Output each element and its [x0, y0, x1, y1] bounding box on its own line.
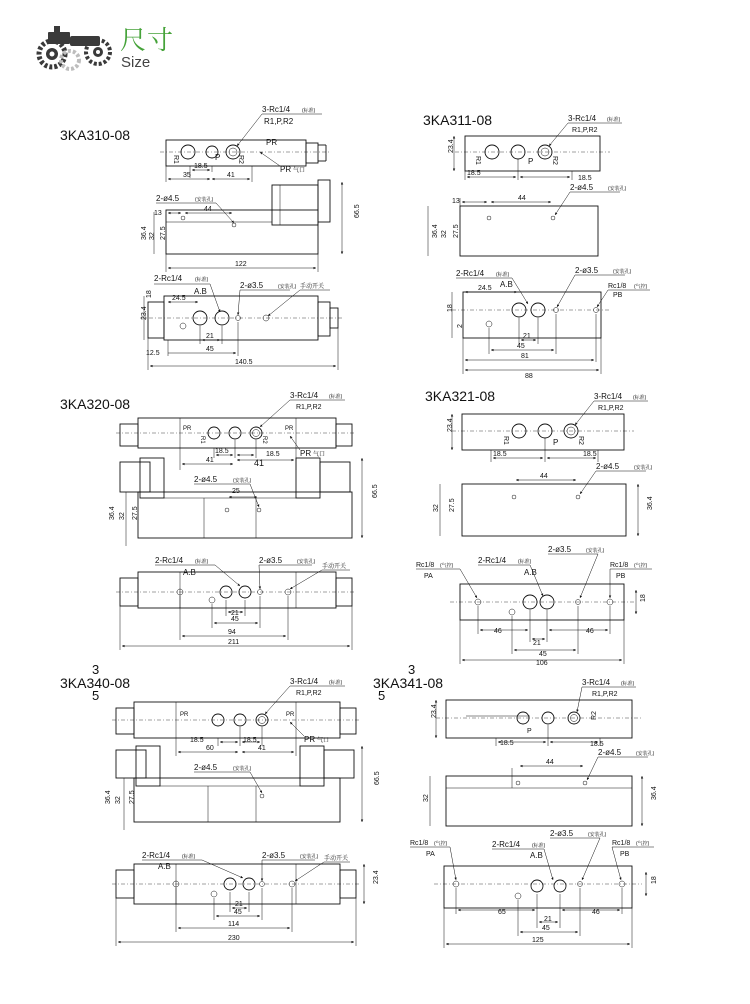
- callout-text: 3-Rc1/4: [262, 105, 291, 114]
- dim-text: 32: [119, 512, 126, 520]
- dim-text: 23.4: [141, 306, 148, 320]
- dim-text: 114: [228, 921, 240, 928]
- section-title: 尺寸: [120, 26, 175, 56]
- callout-note: (标准): [195, 277, 209, 283]
- dim-text: 27.5: [449, 498, 456, 512]
- callout-text: 2-ø4.5: [570, 183, 594, 192]
- dim-text: 12.5: [146, 350, 160, 357]
- dim-text: 211: [228, 639, 240, 646]
- dim-text: 65: [498, 909, 506, 916]
- dim-text: 32: [149, 232, 156, 240]
- dim-text: 13: [154, 210, 162, 217]
- port-label: R1: [502, 436, 509, 445]
- bottom-view-320: [116, 556, 356, 650]
- port-label: A.B: [158, 862, 171, 871]
- callout-text: 2-ø3.5: [548, 545, 572, 554]
- callout-note: (标准): [607, 117, 621, 123]
- dim-text: 66.5: [372, 484, 379, 498]
- callout-note: (安装孔): [586, 548, 605, 554]
- dim-text: 27.5: [453, 224, 460, 238]
- port-label: R1: [172, 155, 179, 164]
- dim-text: 27.5: [129, 790, 136, 804]
- dim-text: 21: [523, 333, 531, 340]
- dim-text: 140.5: [235, 359, 253, 366]
- pr-label: PR: [285, 426, 294, 432]
- dim-text: 45: [517, 343, 525, 350]
- front-view-340: [105, 746, 381, 830]
- top-view-310: [160, 105, 330, 182]
- pilot-label: Rc1/8: [416, 562, 435, 569]
- callout-text: 2-Rc1/4: [492, 840, 521, 849]
- callout-note: (标准): [329, 680, 343, 686]
- dim-text: 18.5: [194, 163, 208, 170]
- callout-text: 2-Rc1/4: [142, 851, 171, 860]
- callout-text: R1,P,R2: [592, 691, 618, 698]
- dim-text: 18.5: [500, 740, 514, 747]
- callout-text: 2-Rc1/4: [478, 556, 507, 565]
- callout-note: (标准): [633, 395, 647, 401]
- dim-text: 32: [115, 796, 122, 804]
- pr-label: PR: [286, 712, 295, 718]
- dim-text: 36.4: [109, 506, 116, 520]
- dim-text: 18.5: [243, 737, 257, 744]
- pilot-label: Rc1/8: [612, 840, 631, 847]
- model-label-311: 3KA311-08: [423, 112, 493, 128]
- model-variant-bottom-341: 5: [378, 688, 386, 703]
- dim-text: 41: [254, 458, 265, 468]
- dim-text: 122: [235, 261, 247, 268]
- dim-text: 44: [540, 473, 548, 480]
- model-variant-top-341: 3: [408, 662, 416, 677]
- callout-text: R1,P,R2: [296, 690, 322, 697]
- model-label-310: 3KA310-08: [60, 127, 131, 143]
- callout-text: 3-Rc1/4: [290, 391, 319, 400]
- callout-note: (安装孔): [636, 751, 655, 757]
- port-label: P: [553, 438, 559, 447]
- dim-text: 18.5: [583, 451, 597, 458]
- port-label: P: [215, 153, 221, 162]
- dim-text: 45: [231, 616, 239, 623]
- dim-text: 32: [433, 504, 440, 512]
- callout-note: (安装孔): [233, 766, 252, 772]
- dim-text: 18.5: [190, 737, 204, 744]
- pilot-port-label: PB: [613, 292, 623, 299]
- front-view-341: [423, 748, 658, 826]
- dim-text: 36.4: [651, 786, 658, 800]
- callout-text: 2-ø3.5: [575, 266, 599, 275]
- pr-label: PR: [280, 165, 292, 174]
- dim-text: 44: [546, 759, 554, 766]
- dim-text: 46: [592, 909, 600, 916]
- dim-text: 45: [206, 346, 214, 353]
- bottom-view-341: [410, 829, 658, 948]
- dim-text: 32: [423, 794, 430, 802]
- dim-text: 2: [457, 324, 464, 328]
- callout-text: 2-Rc1/4: [154, 274, 183, 283]
- pr-label: PR: [266, 138, 278, 147]
- dim-text: 18: [651, 876, 658, 884]
- callout-text: 2-ø4.5: [194, 475, 218, 484]
- dim-text: 88: [525, 373, 533, 380]
- dim-text: 25: [232, 488, 240, 495]
- top-view-341: [431, 678, 642, 748]
- drawing-3ka310: [140, 105, 361, 370]
- pr-note: 气口: [317, 738, 330, 744]
- callout-note: (安装孔): [297, 559, 316, 565]
- callout-note: (标准): [182, 854, 196, 860]
- dim-text: 46: [494, 628, 502, 635]
- dim-text: 41: [258, 745, 266, 752]
- drawing-3ka321: [416, 392, 654, 667]
- callout-text: 2-ø3.5: [262, 851, 286, 860]
- section-subtitle: Size: [121, 54, 151, 71]
- dim-text: 36.4: [141, 226, 148, 240]
- callout-note: (标准): [532, 843, 546, 849]
- model-label-321: 3KA321-08: [425, 388, 496, 404]
- dim-text: 44: [204, 206, 212, 213]
- callout-note: (安装孔): [233, 478, 252, 484]
- port-label: R2: [237, 155, 244, 164]
- callout-note: (标准): [496, 272, 510, 278]
- front-view-310: [141, 180, 361, 272]
- drawing-3ka320: [109, 391, 379, 650]
- dim-text: 125: [532, 937, 544, 944]
- dim-text: 36.4: [105, 790, 112, 804]
- pilot-port-label: PA: [424, 573, 433, 580]
- callout-note: (安装孔): [300, 854, 319, 860]
- port-label: P: [527, 728, 532, 735]
- port-label: A.B: [183, 568, 196, 577]
- callout-text: 2-ø4.5: [598, 748, 622, 757]
- dim-text: 94: [228, 629, 236, 636]
- callout-text: R1,P,R2: [598, 405, 624, 412]
- manual-label: 手动开关: [324, 856, 349, 862]
- pilot-note: (气控): [434, 841, 448, 847]
- port-label: R2: [591, 711, 598, 720]
- pilot-label: Rc1/8: [608, 283, 627, 290]
- dim-text: 18.5: [266, 451, 280, 458]
- callout-note: (安装孔): [195, 197, 214, 203]
- dim-text: 18.5: [578, 175, 592, 182]
- dim-text: 23.4: [373, 870, 380, 884]
- callout-text: 2-ø3.5: [240, 281, 264, 290]
- dim-text: 27.5: [132, 506, 139, 520]
- manual-label: 手动开关: [300, 284, 325, 290]
- pr-note: 气口: [293, 168, 306, 174]
- dim-text: 60: [206, 745, 214, 752]
- pilot-note: (气控): [634, 563, 648, 569]
- pilot-note: (气控): [636, 841, 650, 847]
- callout-text: 3-Rc1/4: [290, 677, 319, 686]
- dim-text: 18.5: [467, 170, 481, 177]
- pr-label: PR: [300, 449, 312, 458]
- callout-text: 3-Rc1/4: [582, 678, 611, 687]
- front-view-320: [109, 458, 379, 546]
- dim-text: 13: [452, 198, 460, 205]
- model-label-340: 3KA340-08: [60, 675, 131, 691]
- dim-text: 36.4: [432, 224, 439, 238]
- port-label: R1: [199, 436, 205, 444]
- front-view-311: [428, 183, 627, 256]
- dim-text: 41: [206, 457, 214, 464]
- dim-text: 18: [640, 594, 647, 602]
- callout-text: 2-ø4.5: [156, 194, 180, 203]
- callout-note: (标准): [195, 559, 209, 565]
- dim-text: 45: [539, 651, 547, 658]
- dim-text: 24.5: [478, 285, 492, 292]
- pilot-note: (气控): [634, 284, 648, 290]
- callout-text: 2-ø3.5: [259, 556, 283, 565]
- dim-text: 21: [235, 901, 243, 908]
- callout-text: 2-Rc1/4: [456, 269, 485, 278]
- callout-text: 3-Rc1/4: [568, 114, 597, 123]
- dim-text: 35: [183, 172, 191, 179]
- manual-label: 手动开关: [322, 564, 347, 570]
- pilot-port-label: PB: [616, 573, 626, 580]
- dim-text: 18: [146, 290, 153, 298]
- dim-text: 21: [206, 333, 214, 340]
- dim-text: 45: [234, 909, 242, 916]
- pilot-port-label: PB: [620, 851, 630, 858]
- port-label: R2: [577, 436, 584, 445]
- dim-text: 41: [227, 172, 235, 179]
- callout-note: (安装孔): [278, 284, 297, 290]
- pilot-port-label: PA: [426, 851, 435, 858]
- dim-text: 44: [518, 195, 526, 202]
- pr-label: PR: [180, 712, 189, 718]
- dim-text: 46: [586, 628, 594, 635]
- dim-text: 18: [447, 304, 454, 312]
- pr-label: PR: [183, 426, 192, 432]
- callout-text: 2-ø4.5: [596, 462, 620, 471]
- port-label: R2: [261, 436, 267, 444]
- dim-text: 23.4: [447, 418, 454, 432]
- pilot-label: Rc1/8: [410, 840, 429, 847]
- port-label: R1: [474, 156, 481, 165]
- dim-text: 106: [536, 660, 548, 667]
- port-label: A.B: [524, 568, 537, 577]
- drawing-3ka311: [428, 114, 650, 380]
- dim-text: 21: [544, 916, 552, 923]
- pr-note: 气口: [313, 452, 326, 458]
- front-view-321: [433, 462, 654, 536]
- model-label-320: 3KA320-08: [60, 396, 131, 412]
- drawing-3ka340: [105, 677, 381, 946]
- pr-label: PR: [304, 735, 316, 744]
- port-label: P: [528, 157, 534, 166]
- dim-text: 21: [231, 610, 239, 617]
- callout-text: 2-ø3.5: [550, 829, 574, 838]
- callout-text: 3-Rc1/4: [594, 392, 623, 401]
- model-variant-top-340: 3: [92, 662, 100, 677]
- bottom-view-340: [112, 851, 380, 946]
- dim-text: 81: [521, 353, 529, 360]
- model-variant-bottom-340: 5: [92, 688, 100, 703]
- port-label: R2: [551, 156, 558, 165]
- callout-text: R1,P,R2: [572, 127, 598, 134]
- top-view-340: [112, 677, 360, 756]
- dim-text: 18.5: [215, 448, 229, 455]
- bottom-view-321: [416, 545, 652, 667]
- dim-text: 230: [228, 935, 240, 942]
- pilot-label: Rc1/8: [610, 562, 629, 569]
- dim-text: 24.5: [172, 295, 186, 302]
- dim-text: 45: [542, 925, 550, 932]
- model-label-341: 3KA341-08: [373, 675, 444, 691]
- bottom-view-311: [447, 266, 650, 380]
- pilot-note: (气控): [440, 563, 454, 569]
- dim-text: 66.5: [374, 771, 381, 785]
- callout-note: (安装孔): [608, 186, 627, 192]
- dim-text: 32: [441, 230, 448, 238]
- dim-text: 36.4: [647, 496, 654, 510]
- port-label: A.B: [500, 280, 513, 289]
- bottom-view-310: [140, 274, 342, 370]
- dim-text: 27.5: [160, 226, 167, 240]
- callout-text: R1,P,R2: [296, 404, 322, 411]
- callout-note: (安装孔): [634, 465, 653, 471]
- dim-text: 23.4: [431, 704, 438, 718]
- callout-note: (标准): [518, 559, 532, 565]
- callout-note: (标准): [621, 681, 635, 687]
- dim-text: 18.5: [493, 451, 507, 458]
- dim-text: 66.5: [354, 204, 361, 218]
- callout-note: (安装孔): [613, 269, 632, 275]
- top-view-321: [447, 392, 648, 462]
- callout-note: (标准): [329, 394, 343, 400]
- dim-text: 21: [533, 640, 541, 647]
- top-view-311: [448, 114, 622, 182]
- callout-note: (安装孔): [588, 832, 607, 838]
- dim-text: 18.5: [590, 741, 604, 748]
- callout-text: 2-ø4.5: [194, 763, 218, 772]
- callout-text: R1,P,R2: [264, 117, 294, 126]
- port-label: A.B: [530, 851, 543, 860]
- port-label: A.B: [194, 287, 207, 296]
- callout-text: 2-Rc1/4: [155, 556, 184, 565]
- drawing-3ka341: [410, 678, 658, 948]
- dim-text: 23.4: [448, 139, 455, 153]
- callout-note: (标准): [302, 108, 316, 114]
